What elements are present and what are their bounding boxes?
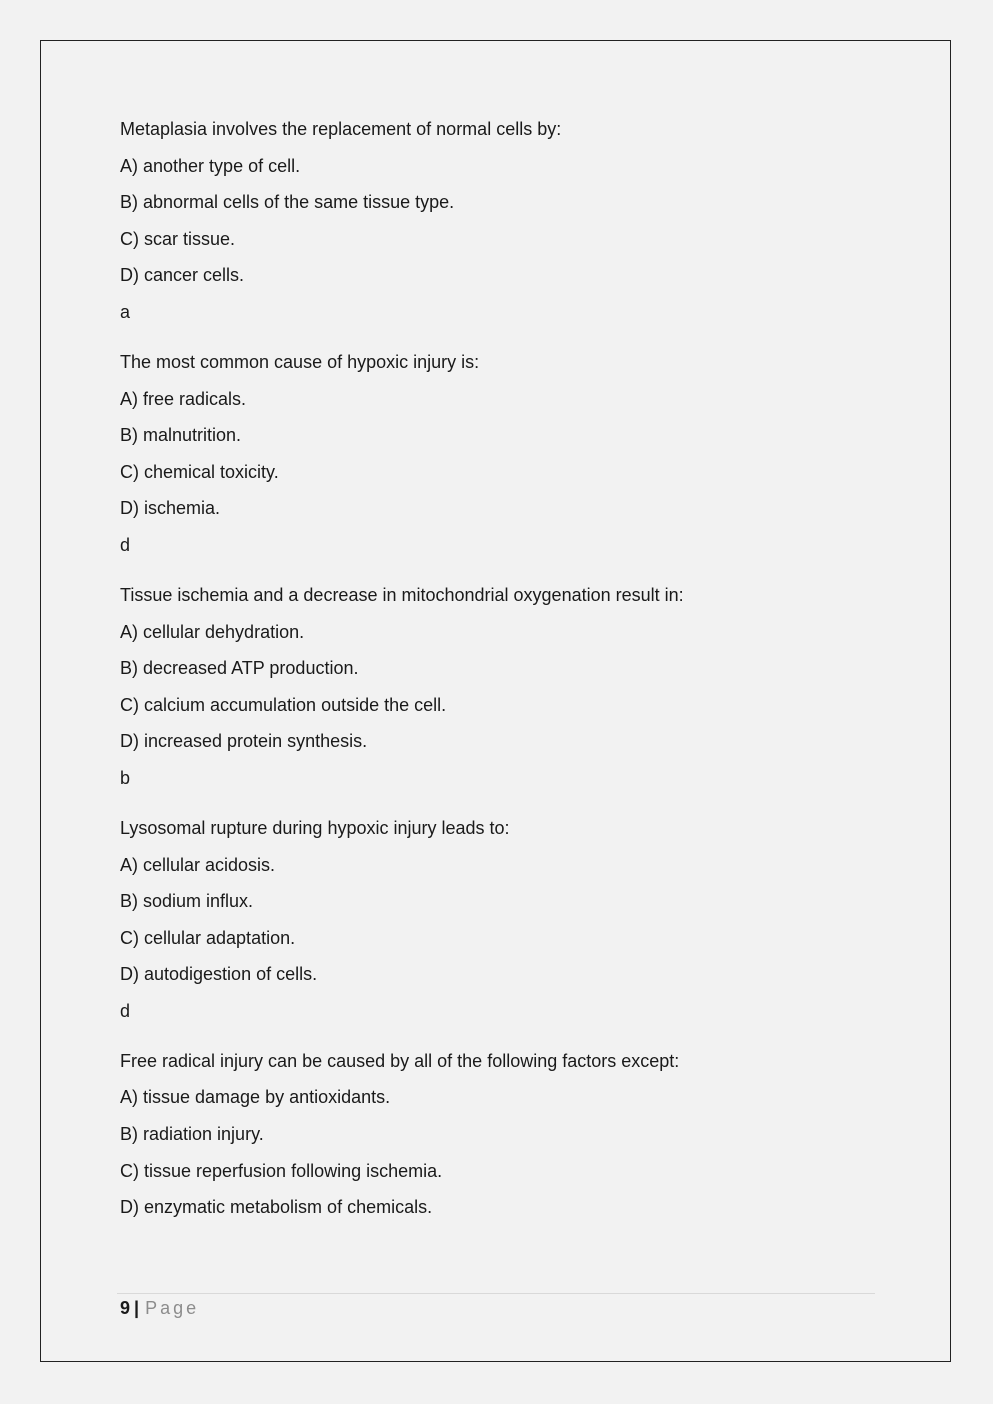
answer-key: a: [120, 301, 131, 322]
option-c: C) scar tissue.: [120, 228, 236, 249]
option-a: A) free radicals.: [120, 388, 247, 409]
option-a: A) tissue damage by antioxidants.: [120, 1087, 391, 1108]
option-c: C) chemical toxicity.: [120, 461, 279, 482]
option-c: C) calcium accumulation outside the cell.: [120, 694, 447, 715]
option-b: B) sodium influx.: [120, 891, 254, 912]
option-a: A) cellular dehydration.: [120, 621, 305, 642]
answer-key: b: [120, 767, 131, 788]
question-stem: Free radical injury can be caused by all of the following factors except:: [120, 1050, 680, 1071]
question-block: [120, 1050, 880, 1218]
option-b: B) malnutrition.: [120, 425, 242, 446]
page-number: 9: [120, 1298, 131, 1318]
option-d: D) enzymatic metabolism of chemicals.: [120, 1197, 433, 1218]
option-d: D) increased protein synthesis.: [120, 731, 368, 752]
question-block: [120, 351, 880, 556]
option-d: D) ischemia.: [120, 498, 221, 519]
question-stem: Tissue ischemia and a decrease in mitochondrial oxygenation result in:: [120, 584, 684, 605]
question-block: [120, 118, 880, 323]
page-label: Page: [145, 1298, 200, 1318]
document-body: [120, 118, 880, 1233]
question-block: [120, 584, 880, 789]
page-footer: [120, 1297, 199, 1319]
option-c: C) cellular adaptation.: [120, 927, 296, 948]
option-b: B) decreased ATP production.: [120, 658, 359, 679]
answer-key: d: [120, 1000, 131, 1021]
option-d: D) cancer cells.: [120, 265, 245, 286]
footer-separator: |: [134, 1298, 140, 1318]
question-stem: Lysosomal rupture during hypoxic injury leads to:: [120, 817, 510, 838]
question-stem: Metaplasia involves the replacement of normal cells by:: [120, 119, 562, 139]
footer-divider: [117, 1293, 875, 1294]
option-d: D) autodigestion of cells.: [120, 964, 318, 985]
option-c: C) tissue reperfusion following ischemia.: [120, 1160, 443, 1181]
option-b: B) radiation injury.: [120, 1124, 264, 1145]
question-block: [120, 817, 880, 1022]
option-b: B) abnormal cells of the same tissue type.: [120, 192, 455, 213]
option-a: A) cellular acidosis.: [120, 854, 276, 875]
option-a: A) another type of cell.: [120, 155, 301, 176]
question-stem: The most common cause of hypoxic injury is:: [120, 351, 480, 372]
answer-key: d: [120, 534, 131, 555]
